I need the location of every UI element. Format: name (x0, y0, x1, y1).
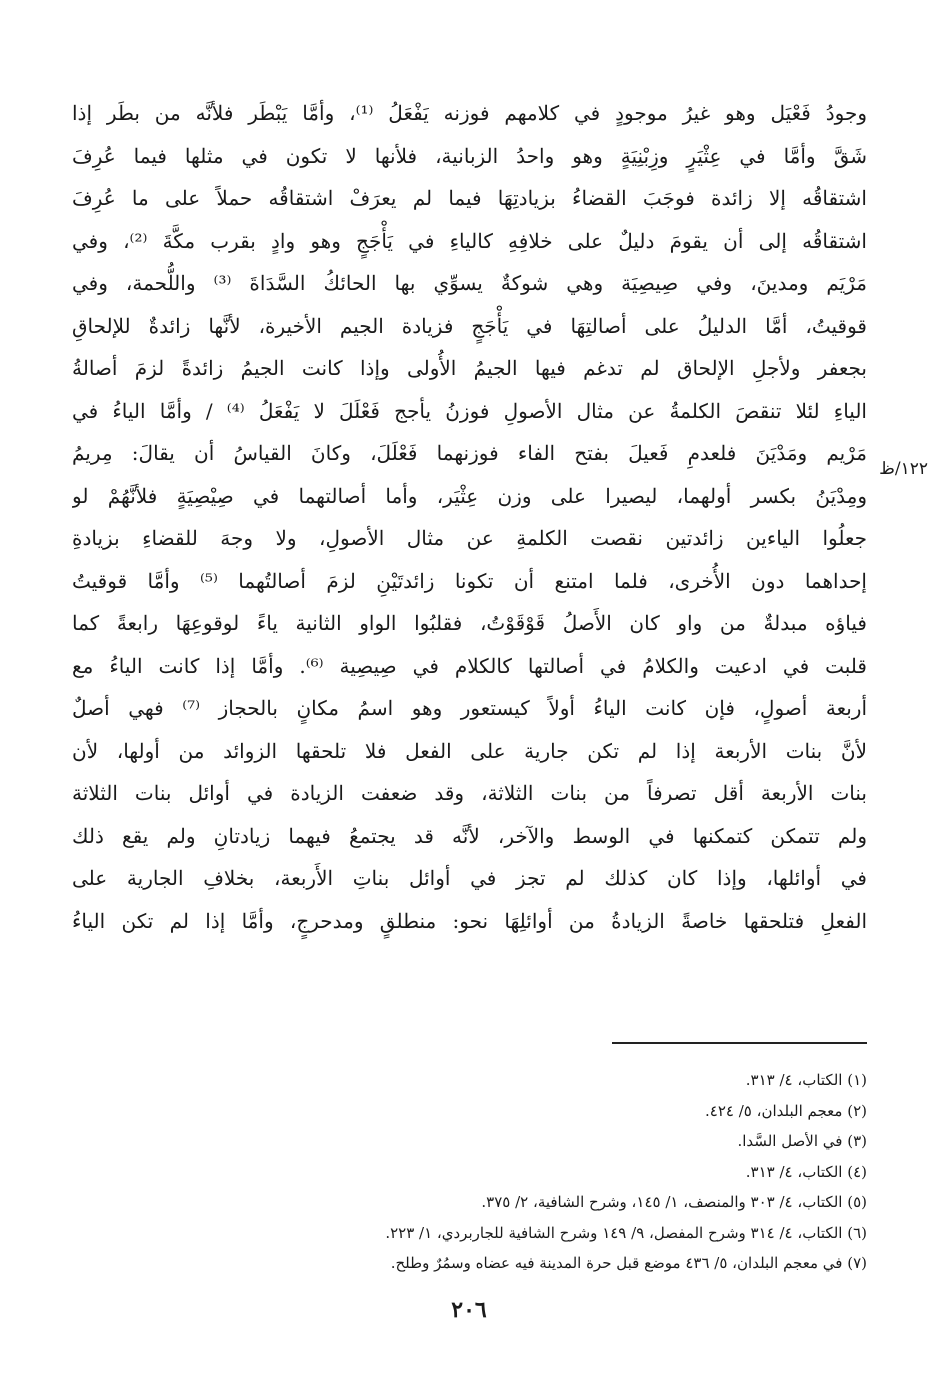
text-line: قوقيتُ، أمَّا الدليلُ على أصالتِهَا في يَأْجَجٍ فزيادة الجيم الأخيرة، لأنَّها زائدةٌ للإلحاقِ (72, 313, 867, 338)
footnote: (٢) معجم البلدان، ٥/ ٤٢٤. (705, 1101, 867, 1120)
text-line: شَقَّ وأمَّا في عِثْيَرٍ وزِبْنِيَةٍ وهو واحدُ الزبانية، فلأنها لا تكون في مثلها فيما عُرِفَ (72, 143, 867, 168)
text-line: مَرْيَم ومدينَ، وفي صِيصِيَة وهي شوكةٌ يسوِّي بها الحائكُ السَّدَاةَ ⁽³⁾ واللُّحمة، وفي (72, 271, 867, 295)
text-line: مَرْيم ومَدْيَنَ فلعدمِ فَعيلَ بفتح الفاء فوزنهما فَعْلَلَ، وكانَ القياسُ أن يقالَ: مِريمُ (72, 441, 867, 465)
footnote: (١) الكتاب، ٤/ ٣١٣. (745, 1071, 867, 1089)
text-line: جعلُوا الياءين زائدتين نقصت الكلمةِ عن مثال الأصولِ، ولا وجهَ للقضاءِ بزيادةِ (72, 526, 867, 550)
text-line: ولم تتمكن كتمكنها في الوسط والآخر، لأنَّه قد يجتمعُ فيهما زيادتانِ ولم يقع ذلك (72, 823, 867, 848)
footnote-separator (612, 1042, 867, 1044)
manuscript-folio-note: ١٢٢/ظ (879, 459, 928, 479)
text-line: فياؤه مبدلةٌ من واو كان الأَصلُ قَوْقَوْتُ، فقلبُوا الواو الثانية ياءً لوقوعِهَا رابعةً كما (72, 611, 867, 635)
text-line: لأنَّ بنات الأربعة إذا لم تكن جارية على الفعل فلا تلحقها الزوائد من أولها، لأن (72, 738, 867, 763)
text-line: بجعفر ولأجلِ الإلحاق لم تدغم فيها الجيمُ الأُولى وإذا كانت الجيمُ زائدةً لزمَ أصالةُ (72, 356, 867, 380)
footnote: (٣) في الأصل السَّدا. (737, 1132, 867, 1150)
footnotes (200, 1065, 867, 1279)
text-line: أربعة أصولٍ، فإن كانت الياءُ أولاً كيستعور وهو اسمُ مكانٍ بالحجاز ⁽⁷⁾ فهي أصلٌ (72, 696, 867, 720)
footnote: (٥) الكتاب، ٤/ ٣٠٣ والمنصف، ١/ ١٤٥، وشرح الشافية، ٢/ ٣٧٥. (481, 1193, 867, 1211)
footnote: (٤) الكتاب، ٤/ ٣١٣. (745, 1162, 867, 1181)
footnote: (٦) الكتاب، ٤/ ٣١٤ وشرح المفصل، ٩/ ١٤٩ وشرح الشافية للجاربردي، ١/ ٢٢٣. (385, 1223, 867, 1242)
text-line: بنات الأربعة أقل تصرفاً من بنات الثلاثة، وقد ضعفت الزيادة في أوائل بنات الثلاثة (72, 781, 867, 805)
text-line: اشتقاقُه إلى أن يقومَ دليلٌ على خلافِهِ كالياءِ في يَأْجَجٍ وهو وادٍ بقرب مكَّةَ ⁽²⁾، وفي (72, 228, 867, 253)
text-line: اشتقاقُه إلا زائدة فوجَبَ القضاءُ بزيادتِهَا فيما لم يعرَفْ اشتقاقُه حملاً على ما عُرِفَ (72, 186, 867, 210)
text-line: إحداهما دون الأُخرى، فلما امتنع أن تكونا زائدتَيْنِ لزمَ أصالتُهما ⁽⁵⁾ وأمَّا قوقيتُ (72, 568, 867, 593)
page-number: ٢٠٦ (451, 1297, 487, 1323)
footnote: (٧) في معجم البلدان، ٥/ ٤٣٦ موضع قبل حرة المدينة فيه عضاه وسمُرٌ وطلح. (390, 1254, 867, 1272)
text-line: ومِدْيَنُ بكسر أولهما، ليصيرا على وزن عِثْيَر، وأما أصالتهما في صِيْصِيَةٍ فلأنَّهُمْ لو (72, 483, 867, 508)
text-line: قلبت في ادعيت والكلامُ في أصالتها كالكلام في صِيصِية ⁽⁶⁾. وأمَّا إذا كانت الياءُ مع (72, 653, 867, 678)
text-line: الفعلِ فتلحقها خاصةً الزيادةُ من أوائلِهَا نحو: منطلقٍ ومدحرجٍ، وأمَّا إذا لم تكن الياءُ (72, 908, 867, 933)
text-line: وجودُ فَعْيَل وهو غيرُ موجودٍ في كلامهم فوزنه يَفْعَلُ ⁽¹⁾، وأمَّا يَبْطَر فلأنَّه من بطَر إذا (72, 101, 867, 125)
text-line: في أوائلها، وإذا كان كذلك لم تجز في أوائل بناتِ الأَربعة، بخلافِ الجارية على (72, 866, 867, 890)
main-text (72, 92, 867, 942)
text-line: الياءِ لئلا تنقصَ الكلمةُ عن مثال الأصولِ فوزنُ يأجج فَعْلَلَ لا يَفْعَلُ ⁽⁴⁾ / وأمَّا الياءُ في (72, 398, 867, 423)
